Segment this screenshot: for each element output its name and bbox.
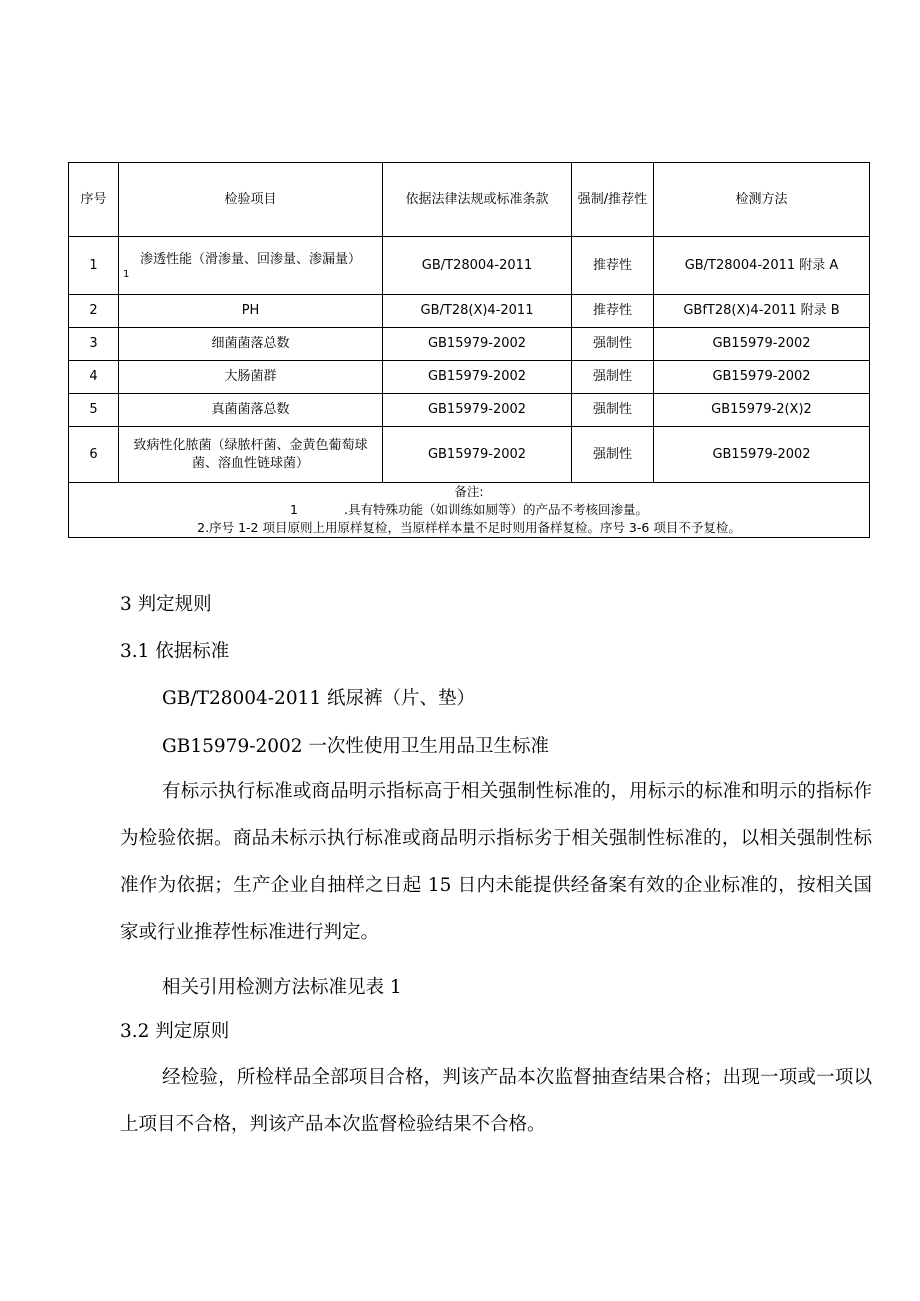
subsection-heading-3-1: 3.1 依据标准 — [120, 641, 230, 662]
table-row — [69, 427, 870, 483]
row-method: GB15979-2(X)2 — [654, 394, 870, 427]
row-method: GB15979-2002 — [654, 328, 870, 361]
header-no: 序号 — [69, 163, 119, 237]
row-item: 真菌菌落总数 — [119, 394, 383, 427]
row-item: 致病性化脓菌（绿脓杆菌、金黄色葡萄球菌、溶血性链球菌） — [119, 427, 383, 483]
standard-line-2: GB15979-2002 一次性使用卫生用品卫生标准 — [162, 736, 549, 757]
notes-line-1-num: 1 — [290, 502, 298, 517]
table-notes-row — [69, 483, 870, 538]
notes-line-1-text: .具有特殊功能（如训练如厕等）的产品不考核回渗量。 — [343, 502, 648, 517]
row-no: 6 — [69, 427, 119, 483]
header-item: 检验项目 — [119, 163, 383, 237]
notes-title: 备注: — [454, 484, 484, 499]
row-basis: GB15979-2002 — [383, 394, 572, 427]
row-no: 4 — [69, 361, 119, 394]
notes-line-1 — [73, 501, 865, 519]
row-item: PH — [119, 295, 383, 328]
row-basis: GB15979-2002 — [383, 328, 572, 361]
row-type: 推荐性 — [572, 295, 654, 328]
header-basis: 依据法律法规或标准条款 — [383, 163, 572, 237]
row-no: 2 — [69, 295, 119, 328]
row-no: 3 — [69, 328, 119, 361]
row-no: 5 — [69, 394, 119, 427]
paragraph-basis: 有标示执行标准或商品明示指标高于相关强制性标准的，用标示的标准和明示的指标作为检验依据。商品未标示执行标准或商品明示指标劣于相关强制性标准的，以相关强制性标准作为依据；生产企业自抽样之日起 15 日内未能提供经备案有效的企业标准的，按相关国家或行业推荐性标准进行判定。 — [120, 781, 872, 943]
row-item — [119, 237, 383, 295]
row-method: GB15979-2002 — [654, 361, 870, 394]
table-row — [69, 328, 870, 361]
table-row — [69, 361, 870, 394]
paragraph-principle: 经检验，所检样品全部项目合格，判该产品本次监督抽查结果合格；出现一项或一项以上项目不合格，判该产品本次监督检验结果不合格。 — [120, 1067, 872, 1135]
row-type: 强制性 — [572, 361, 654, 394]
row-item: 细菌菌落总数 — [119, 328, 383, 361]
row-item-text: 渗透性能（滑渗量、回渗量、渗漏量） — [139, 251, 361, 267]
row-method: GBfT28(X)4-2011 附录 B — [654, 295, 870, 328]
row-method: GB15979-2002 — [654, 427, 870, 483]
header-method: 检测方法 — [654, 163, 870, 237]
row-basis: GB/T28004-2011 — [383, 237, 572, 295]
row-type: 强制性 — [572, 328, 654, 361]
notes-line-2: 2.序号 1-2 项目原则上用原样复检，当原样样本量不足时则用备样复检。序号 3-6 项目不予复检。 — [197, 520, 741, 535]
row-method: GB/T28004-2011 附录 A — [654, 237, 870, 295]
row-basis: GB15979-2002 — [383, 361, 572, 394]
paragraph-reference: 相关引用检测方法标准见表 1 — [162, 977, 402, 998]
row-type: 强制性 — [572, 427, 654, 483]
table-notes — [69, 483, 870, 538]
header-type: 强制/推荐性 — [572, 163, 654, 237]
table-header-row — [69, 163, 870, 237]
row-basis: GB/T28(X)4-2011 — [383, 295, 572, 328]
row-item: 大肠菌群 — [119, 361, 383, 394]
row-no: 1 — [69, 237, 119, 295]
inspection-table — [68, 162, 870, 538]
table-row — [69, 394, 870, 427]
row-type: 推荐性 — [572, 237, 654, 295]
subsection-heading-3-2: 3.2 判定原则 — [120, 1021, 230, 1042]
table-row — [69, 295, 870, 328]
row-item-footnote: 1 — [123, 268, 130, 280]
row-type: 强制性 — [572, 394, 654, 427]
section-heading: 3 判定规则 — [120, 594, 212, 615]
standard-line-1: GB/T28004-2011 纸尿裤（片、垫） — [162, 688, 476, 709]
row-basis: GB15979-2002 — [383, 427, 572, 483]
table-row — [69, 237, 870, 295]
